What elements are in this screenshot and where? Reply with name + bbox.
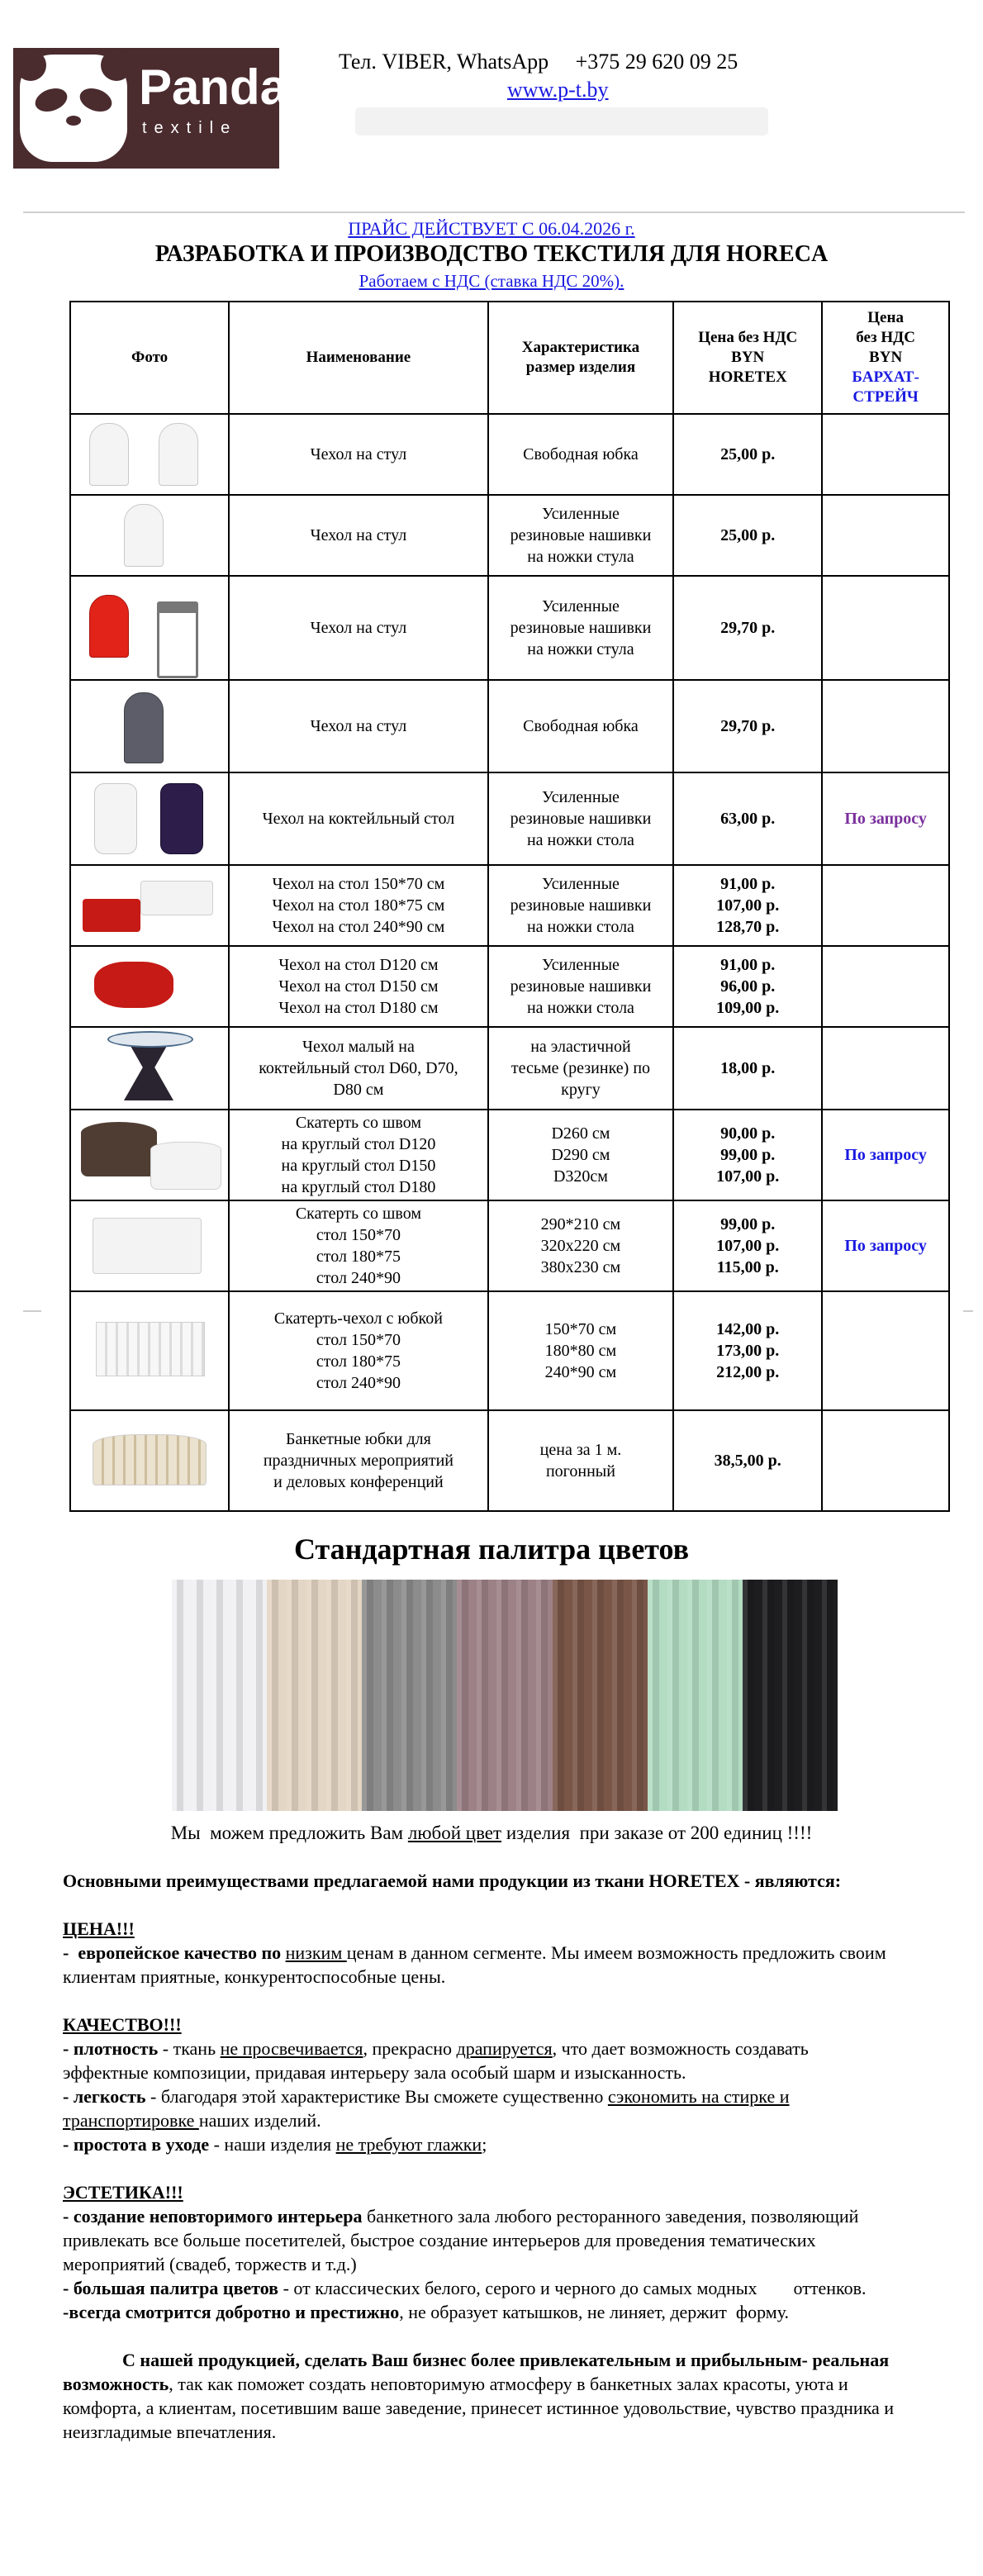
table-row [70,680,949,772]
paragraph: транспортировке наших изделий. [63,2110,321,2131]
item-characteristics: Усиленные резиновые нашивки на ножки стула [488,576,674,680]
item-price-velvet: По запросу [822,772,949,865]
color-palette-image [172,1580,838,1811]
paragraph: комфорта, а клиентам, посетившим ваше заведение, принесет истинное удовольствие, чувство праздника и [63,2398,895,2418]
item-price-velvet [822,1027,949,1110]
item-price: 25,00 р. [673,495,822,576]
header-price-horetex: Цена без НДС BYN HORETEX [673,302,822,414]
table-row [70,772,949,865]
paragraph: возможность, так как поможет создать неповторимую атмосферу в банкетных залах красоты, уюта и [63,2374,848,2394]
price-valid-date: ПРАЙС ДЕЙСТВУЕТ С 06.04.2026 г. [348,218,635,239]
website-link[interactable]: www.p-t.by [507,78,609,102]
contact-phone: Тел. VIBER, WhatsApp +375 29 620 09 25 [339,50,738,74]
item-name: Скатерть-чехол с юбкой стол 150*70 стол 180*75 стол 240*90 [229,1291,488,1410]
paragraph: - европейское качество по низким ценам в данном сегменте. Мы имеем возможность предложить своим [63,1942,886,1963]
table-row [70,1027,949,1110]
item-name: Скатерть со швом стол 150*70 стол 180*75 стол 240*90 [229,1200,488,1291]
item-price-velvet [822,865,949,946]
header-price-velvet: Цена без НДС BYN БАРХАТ- СТРЕЙЧ [822,302,949,414]
cocktail-table-cover-photo [74,777,225,861]
swatch-grey [362,1580,457,1811]
paragraph: клиентам приятные, конкурентоспособные цены. [63,1966,446,1987]
small-cocktail-cover-photo [74,1031,225,1105]
swatch-black [743,1580,838,1811]
table-row [70,414,949,495]
item-price: 63,00 р. [673,772,822,865]
table-row [70,576,949,680]
table-row [70,1291,949,1410]
item-price-velvet [822,680,949,772]
panda-textile-logo [13,48,288,169]
paragraph: - плотность - ткань не просвечивается, прекрасно драпируется, что дает возможность создавать [63,2038,809,2059]
item-name: Чехол на стул [229,576,488,680]
table-cover-photo [74,869,225,942]
item-name: Чехол на стул [229,414,488,495]
item-characteristics: Свободная юбка [488,680,674,772]
item-characteristics: цена за 1 м. погонный [488,1410,674,1511]
skirted-tablecloth-photo [74,1295,225,1406]
price-table [69,301,950,1512]
item-characteristics: на эластичной тесьме (резинке) по кругу [488,1027,674,1110]
header-name: Наименование [229,302,488,414]
divider [23,211,965,213]
paragraph: привлекать все больше посетителей, быстрое создание интерьеров для проведения тематических [63,2230,816,2250]
item-price-velvet [822,1291,949,1410]
grey-chair-cover-photo [74,684,225,768]
swatch-brown [553,1580,648,1811]
item-price-velvet [822,576,949,680]
section-heading-aesthetics: ЭСТЕТИКА!!! [63,2182,183,2203]
paragraph: - большая палитра цветов - от классических белого, серого и черного до самых модных оттенков. [63,2278,867,2298]
header-characteristics: Характеристика размер изделия [488,302,674,414]
item-price-velvet [822,946,949,1027]
item-name: Скатерть со швом на круглый стол D120 на круглый стол D150 на круглый стол D180 [229,1110,488,1200]
paragraph: неизгладимые впечатления. [63,2422,277,2442]
item-characteristics: Усиленные резиновые нашивки на ножки стола [488,772,674,865]
paragraph: - простота в уходе - наши изделия не требуют глажки; [63,2134,487,2155]
item-name: Чехол малый на коктейльный стол D60, D70, D80 см [229,1027,488,1110]
round-table-cover-photo [74,950,225,1023]
closing-statement: С нашей продукцией, сделать Ваш бизнес более привлекательным и прибыльным- реальная [122,2350,890,2370]
advantages-text [63,1869,981,2444]
paragraph: эффектные композиции, придавая интерьеру зала особый шарм и изысканность. [63,2062,686,2083]
item-name: Чехол на стол D120 см Чехол на стол D150 см Чехол на стол D180 см [229,946,488,1027]
brand-name: Panda [139,59,288,115]
item-price: 29,70 р. [673,680,822,772]
item-price: 25,00 р. [673,414,822,495]
paragraph: - легкость - благодаря этой характеристике Вы сможете существенно сэкономить на стирке и [63,2086,790,2107]
item-characteristics: Свободная юбка [488,414,674,495]
paragraph: - создание неповторимого интерьера банкетного зала любого ресторанного заведения, позволяющий [63,2206,859,2227]
item-name: Чехол на стул [229,495,488,576]
item-price-velvet [822,1410,949,1511]
item-name: Чехол на коктейльный стол [229,772,488,865]
chair-cover-photo [74,499,225,572]
item-name: Чехол на стол 150*70 см Чехол на стол 180*75 см Чехол на стол 240*90 см [229,865,488,946]
item-price-velvet [822,495,949,576]
table-row [70,1200,949,1291]
red-chair-cover-photo [74,580,225,676]
item-price: 142,00 р. 173,00 р. 212,00 р. [673,1291,822,1410]
item-name: Чехол на стул [229,680,488,772]
item-characteristics: 290*210 см 320х220 см 380х230 см [488,1200,674,1291]
table-row [70,865,949,946]
item-name: Банкетные юбки для праздничных мероприятий и деловых конференций [229,1410,488,1511]
item-price: 99,00 р. 107,00 р. 115,00 р. [673,1200,822,1291]
paragraph: мероприятий (свадеб, торжеств и т.д.) [63,2254,357,2274]
item-price: 91,00 р. 107,00 р. 128,70 р. [673,865,822,946]
chair-cover-photo [74,418,225,491]
section-heading-price: ЦЕНА!!! [63,1918,135,1939]
banquet-skirt-photo [74,1414,225,1507]
swatch-beige [267,1580,362,1811]
item-price: 38,5,00 р. [673,1410,822,1511]
item-price-velvet: По запросу [822,1200,949,1291]
round-tablecloth-photo [74,1114,225,1196]
brand-subtitle: textile [142,119,238,137]
section-heading-quality: КАЧЕСТВО!!! [63,2014,182,2035]
document-title: РАЗРАБОТКА И ПРОИЗВОДСТВО ТЕКСТИЛЯ ДЛЯ HORECA [154,241,829,267]
header-photo: Фото [70,302,229,414]
item-price: 29,70 р. [673,576,822,680]
item-price-velvet: По запросу [822,1110,949,1200]
palette-title: Стандартная палитра цветов [293,1533,690,1566]
table-row [70,495,949,576]
item-price-velvet [822,414,949,495]
palette-note: Мы можем предложить Вам любой цвет изделия при заказе от 200 единиц !!!! [170,1823,813,1843]
panda-icon [20,55,127,162]
item-characteristics: D260 см D290 см D320см [488,1110,674,1200]
table-row [70,946,949,1027]
page-edge-mark [963,1310,973,1312]
item-characteristics: Усиленные резиновые нашивки на ножки стула [488,495,674,576]
advantages-intro: Основными преимуществами предлагаемой нами продукции из ткани HORETEX - являются: [63,1870,842,1891]
paragraph: -всегда смотрится добротно и престижно, не образует катышков, не линяет, держит форму. [63,2302,790,2322]
swatch-mint [648,1580,743,1811]
swatch-mauve [457,1580,552,1811]
vat-note: Работаем с НДС (ставка НДС 20%). [359,271,624,291]
item-price: 91,00 р. 96,00 р. 109,00 р. [673,946,822,1027]
item-price: 18,00 р. [673,1027,822,1110]
item-price: 90,00 р. 99,00 р. 107,00 р. [673,1110,822,1200]
faded-text-strip [355,107,768,135]
table-header-row [70,302,949,414]
item-characteristics: Усиленные резиновые нашивки на ножки стола [488,946,674,1027]
table-row [70,1110,949,1200]
page-edge-mark [23,1310,41,1312]
table-row [70,1410,949,1511]
swatch-white [172,1580,267,1811]
item-characteristics: 150*70 см 180*80 см 240*90 см [488,1291,674,1410]
rect-tablecloth-photo [74,1205,225,1287]
item-characteristics: Усиленные резиновые нашивки на ножки стола [488,865,674,946]
